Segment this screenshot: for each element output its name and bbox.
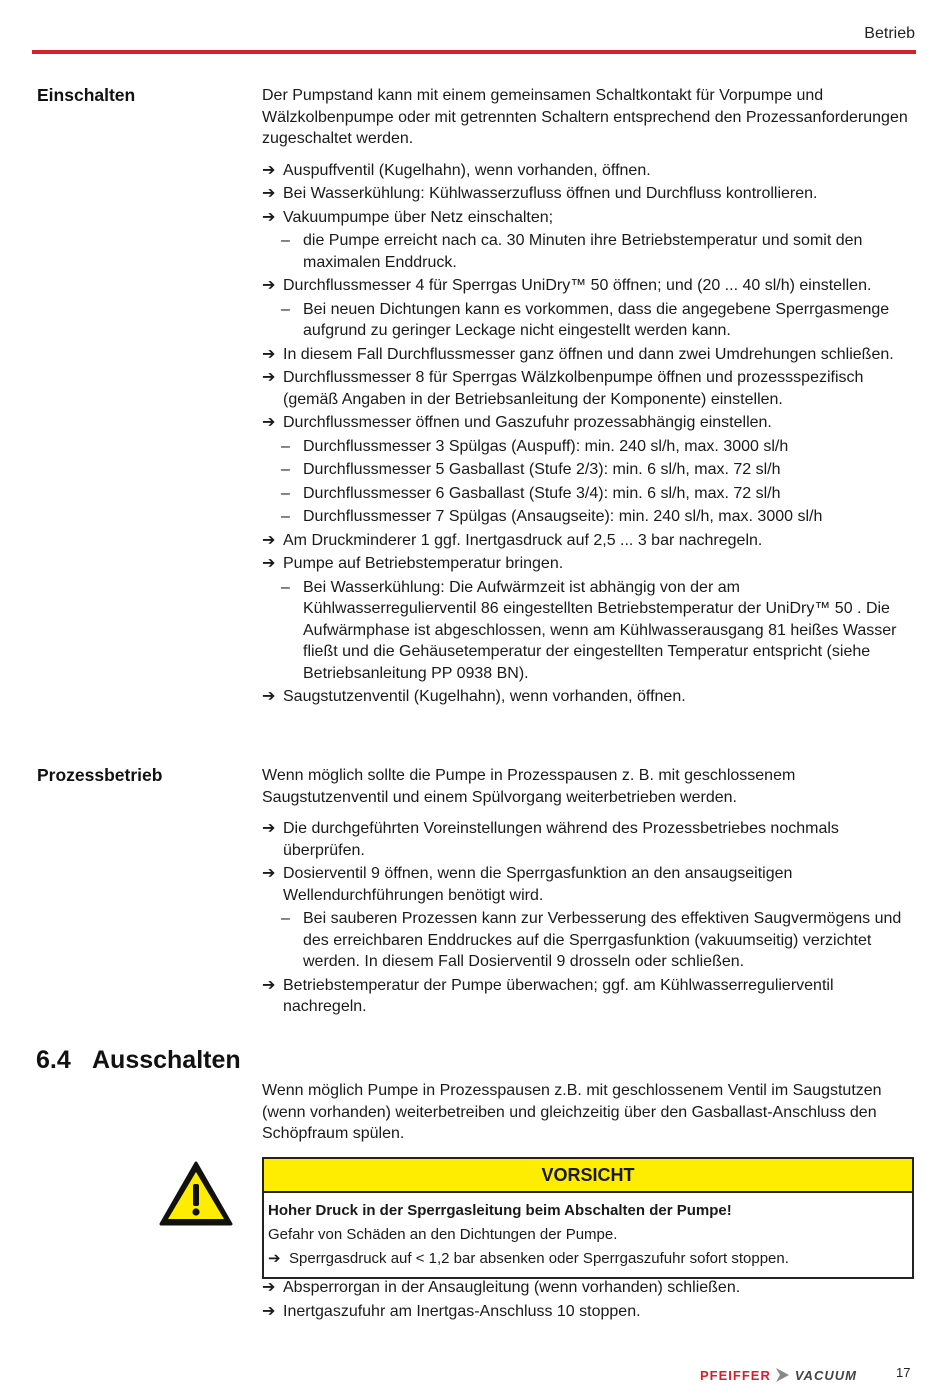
step-item [262,367,914,410]
header-rule [32,50,916,54]
running-header: Betrieb [864,25,915,42]
step-item [262,160,914,182]
step-text: Durchflussmesser öffnen und Gaszufuhr prozessabhängig einstellen. [283,414,772,431]
caution-body [264,1193,912,1277]
sub-item [262,908,914,973]
section-number: 6.4 [36,1046,71,1074]
dash-bullet: – [281,578,290,596]
step-text: Saugstutzenventil (Kugelhahn), wenn vorhanden, öffnen. [283,688,686,705]
section-prozessbetrieb [262,765,914,1020]
side-heading-einschalten: Einschalten [37,85,136,105]
caution-lead: Hoher Druck in der Sperrgasleitung beim Abschalten der Pumpe! [268,1202,732,1219]
logo-text-pfeiffer: PFEIFFER [700,1367,771,1383]
section-title: Ausschalten [92,1046,241,1074]
arrow-right-icon: ➔ [262,820,276,837]
sub-item-text: Durchflussmesser 7 Spülgas (Ansaugseite): min. 240 sl/h, max. 3000 sl/h [303,508,823,525]
sub-item [262,483,914,505]
section-heading-ausschalten [36,1046,241,1075]
step-item [262,530,914,552]
arrow-right-icon: ➔ [262,208,276,226]
sub-item-text: Durchflussmesser 6 Gasballast (Stufe 3/4): min. 6 sl/h, max. 72 sl/h [303,484,781,502]
page-number: 17 [896,1365,911,1380]
arrow-right-icon: ➔ [262,688,276,705]
sub-item [262,459,914,481]
step-item [262,275,914,297]
arrow-right-icon: ➔ [262,369,276,386]
dash-bullet: – [281,437,290,455]
arrow-right-icon: ➔ [268,1250,281,1267]
step-text: Die durchgeführten Voreinstellungen während des Prozessbetriebes nochmals überprüfen. [283,820,839,859]
step-list [262,160,914,708]
step-list [262,1277,914,1325]
arrow-right-icon: ➔ [262,531,276,549]
section-ausschalten-intro [262,1080,914,1155]
step-text: Inertgaszufuhr am Inertgas-Anschluss 10 stoppen. [283,1303,641,1320]
dash-bullet: – [281,910,290,927]
sub-item-text: Bei sauberen Prozessen kann zur Verbesserung des effektiven Saugvermögens und des erreichbaren Enddruckes auf die Sperrgasfunktion (vakuumseitig) verzichtet werden. In diesem Fall Dosierventil 9 drosseln oder schließen. [303,910,902,970]
intro-paragraph: Der Pumpstand kann mit einem gemeinsamen Schaltkontakt für Vorpumpe und Wälzkolbenpumpe oder mit getrennten Schaltern entsprechend den Prozessanforderungen zugeschaltet werden. [262,87,908,147]
intro-paragraph: Wenn möglich sollte die Pumpe in Prozesspausen z. B. mit geschlossenem Saugstutzenventil und einem Spülvorgang weiterbetrieben werden. [262,767,796,806]
sub-item-text: Bei Wasserkühlung: Die Aufwärmzeit ist abhängig von der am Kühlwasserregulierventil 86 eingestellten Betriebstemperatur der UniDry™ 50 . Die Aufwärmphase ist abgeschlossen, wenn am Kühlwasserausgang 81 heißes Wasser fließt und die Gehäusetemperatur der eingestellten Temperatur entspricht (siehe Betriebsanleitung PP 0938 BN). [303,578,897,682]
arrow-right-icon: ➔ [262,976,276,994]
step-item [262,207,914,229]
dash-bullet: – [281,484,290,502]
step-text: Pumpe auf Betriebstemperatur bringen. [283,555,564,572]
sub-item [262,577,914,685]
arrow-right-icon: ➔ [262,555,276,572]
sub-item [262,299,914,342]
step-item [262,863,914,906]
step-text: Bei Wasserkühlung: Kühlwasserzufluss öffnen und Durchfluss kontrollieren. [283,185,818,202]
dash-bullet: – [281,232,290,249]
section-einschalten [262,85,914,710]
step-text: Durchflussmesser 8 für Sperrgas Wälzkolbenpumpe öffnen und prozessspezifisch (gemäß Angaben in der Betriebsanleitung der Komponente) einstellen. [283,369,864,408]
step-text: Betriebstemperatur der Pumpe überwachen; ggf. am Kühlwasserregulierventil nachregeln. [283,976,834,1015]
arrow-right-icon: ➔ [262,277,276,294]
step-text: Durchflussmesser 4 für Sperrgas UniDry™ 50 öffnen; und (20 ... 40 sl/h) einstellen. [283,277,872,294]
arrow-right-icon: ➔ [262,161,276,179]
caution-action [268,1247,908,1271]
step-item [262,1277,914,1299]
step-item [262,412,914,434]
arrow-right-icon: ➔ [262,345,276,363]
step-item [262,686,914,708]
step-item [262,344,914,366]
step-text: Absperrorgan in der Ansaugleitung (wenn vorhanden) schließen. [283,1279,741,1296]
step-text: Vakuumpumpe über Netz einschalten; [283,208,554,226]
step-list [262,818,914,1018]
intro-paragraph: Wenn möglich Pumpe in Prozesspausen z.B. mit geschlossenem Ventil im Saugstutzen (wenn vorhanden) weiterbetreiben und gleichzeitig über den Gasballast-Anschluss den Schöpfraum spülen. [262,1082,882,1142]
arrow-right-icon: ➔ [262,1279,276,1296]
step-text: Dosierventil 9 öffnen, wenn die Sperrgasfunktion an den ansaugseitigen Wellendurchführungen benötigt wird. [283,865,793,904]
arrow-right-icon: ➔ [262,865,276,882]
logo-text-vacuum: VACUUM [794,1367,857,1383]
sub-item [262,506,914,528]
sub-item-text: Bei neuen Dichtungen kann es vorkommen, dass die angegebene Sperrgasmenge aufgrund zu geringer Leckage nicht eingestellt werden kann. [303,300,890,339]
step-item [262,818,914,861]
step-text: In diesem Fall Durchflussmesser ganz öffnen und dann zwei Umdrehungen schließen. [283,345,894,363]
step-item [262,553,914,575]
sub-item [262,436,914,458]
step-text: Am Druckminderer 1 ggf. Inertgasdruck auf 2,5 ... 3 bar nachregeln. [283,531,763,549]
caution-danger: Gefahr von Schäden an den Dichtungen der Pumpe. [268,1226,618,1243]
step-item [262,975,914,1018]
sub-item-text: Durchflussmesser 3 Spülgas (Auspuff): min. 240 sl/h, max. 3000 sl/h [303,437,789,455]
pfeiffer-vacuum-logo [700,1362,857,1388]
step-item [262,183,914,205]
side-heading-prozessbetrieb: Prozessbetrieb [37,765,163,785]
step-item [262,1301,914,1323]
dash-bullet: – [281,508,290,525]
chevron-right-icon [773,1365,793,1385]
arrow-right-icon: ➔ [262,414,276,431]
sub-item-text: die Pumpe erreicht nach ca. 30 Minuten ihre Betriebstemperatur und somit den maximalen Enddruck. [303,232,863,271]
arrow-right-icon: ➔ [262,185,276,202]
warning-triangle-icon [158,1160,234,1228]
step-text: Sperrgasdruck auf < 1,2 bar absenken oder Sperrgaszufuhr sofort stoppen. [289,1250,789,1267]
step-text: Auspuffventil (Kugelhahn), wenn vorhanden, öffnen. [283,161,651,179]
dash-bullet: – [281,461,290,478]
dash-bullet: – [281,300,290,318]
caution-box [262,1157,914,1279]
arrow-right-icon: ➔ [262,1303,276,1320]
sub-item-text: Durchflussmesser 5 Gasballast (Stufe 2/3): min. 6 sl/h, max. 72 sl/h [303,461,781,478]
caution-heading: VORSICHT [264,1159,912,1193]
sub-item [262,230,914,273]
